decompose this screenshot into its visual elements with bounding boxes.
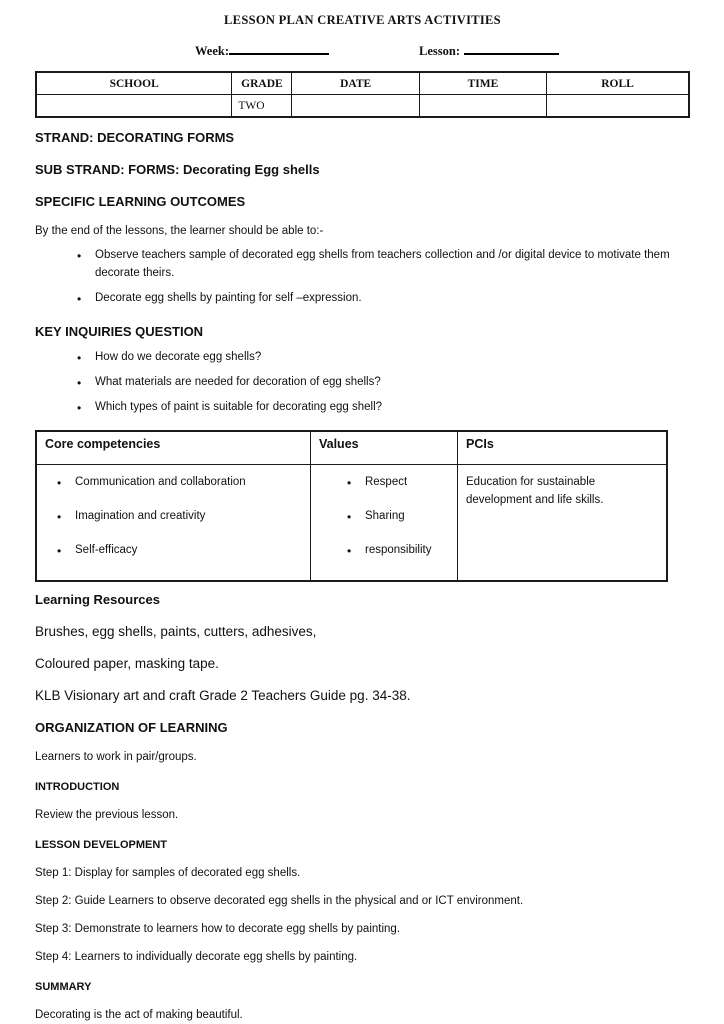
competency-header-values: Values — [310, 431, 457, 465]
lesson-development-heading: LESSON DEVELOPMENT — [35, 839, 168, 852]
resource-line: Coloured paper, masking tape. — [35, 656, 219, 672]
competency-body-row — [36, 464, 667, 581]
introduction-text: Review the previous lesson. — [35, 809, 179, 822]
info-header-school: SCHOOL — [36, 72, 232, 95]
list-item: • How do we decorate egg shells? — [77, 349, 690, 367]
list-item: • responsibility — [347, 542, 449, 560]
values-list — [319, 474, 449, 559]
week-blank-line — [229, 41, 329, 55]
lesson-step: Step 3: Demonstrate to learners how to decorate egg shells by painting. — [35, 923, 401, 936]
lesson-blank-line — [464, 41, 559, 55]
list-item: • Self-efficacy — [57, 542, 302, 560]
week-field — [195, 41, 329, 59]
info-cell-date — [292, 95, 419, 118]
competency-header-pcis: PCIs — [458, 431, 668, 465]
lesson-step: Step 4: Learners to individually decorate egg shells by painting. — [35, 951, 358, 964]
list-item: • Which types of paint is suitable for decorating egg shell? — [77, 399, 690, 417]
introduction-heading: INTRODUCTION — [35, 781, 120, 794]
page-title: LESSON PLAN CREATIVE ARTS ACTIVITIES — [224, 13, 501, 27]
learning-resources-heading: Learning Resources — [35, 592, 160, 608]
list-item: • Communication and collaboration — [57, 474, 302, 492]
lesson-field — [419, 41, 559, 59]
strand-heading: STRAND: DECORATING FORMS — [35, 130, 235, 145]
values-cell — [310, 464, 457, 581]
outcomes-list — [35, 247, 690, 307]
info-header-roll: ROLL — [547, 72, 689, 95]
info-table-header-row — [36, 72, 689, 95]
organization-text: Learners to work in pair/groups. — [35, 751, 197, 764]
resource-line: KLB Visionary art and craft Grade 2 Teachers Guide pg. 34-38. — [35, 688, 411, 704]
sub-strand-heading: SUB STRAND: FORMS: Decorating Egg shells — [35, 162, 320, 177]
info-cell-school — [36, 95, 232, 118]
summary-text: Decorating is the act of making beautiful. — [35, 1009, 243, 1022]
resource-line: Brushes, egg shells, paints, cutters, adhesives, — [35, 624, 317, 640]
info-cell-grade: TWO — [232, 95, 292, 118]
info-table-value-row — [36, 95, 689, 118]
info-table — [35, 71, 690, 118]
list-item: • Imagination and creativity — [57, 508, 302, 526]
list-item: • What materials are needed for decoration of egg shells? — [77, 374, 690, 392]
week-label: Week: — [195, 44, 230, 58]
pcis-cell: Education for sustainable development and life skills. — [458, 464, 668, 581]
competency-header-row — [36, 431, 667, 465]
info-cell-time — [419, 95, 546, 118]
key-inquiries-heading: KEY INQUIRIES QUESTION — [35, 324, 204, 340]
key-inquiries-list — [35, 349, 690, 416]
info-header-date: DATE — [292, 72, 419, 95]
list-item: • Respect — [347, 474, 449, 492]
lesson-step: Step 1: Display for samples of decorated egg shells. — [35, 867, 301, 880]
list-item: • Observe teachers sample of decorated egg shells from teachers collection and /or digital device to motivate them decorate theirs. — [77, 247, 690, 283]
outcomes-heading: SPECIFIC LEARNING OUTCOMES — [35, 194, 246, 209]
core-competencies-cell — [36, 464, 310, 581]
info-header-time: TIME — [419, 72, 546, 95]
info-cell-roll — [547, 95, 689, 118]
outcomes-intro: By the end of the lessons, the learner should be able to:- — [35, 225, 324, 237]
info-header-grade: GRADE — [232, 72, 292, 95]
summary-heading: SUMMARY — [35, 981, 92, 994]
competency-header-core: Core competencies — [36, 431, 310, 465]
lesson-step: Step 2: Guide Learners to observe decorated egg shells in the physical and or ICT environment. — [35, 895, 524, 908]
lesson-label: Lesson: — [419, 44, 461, 58]
list-item: • Sharing — [347, 508, 449, 526]
list-item: • Decorate egg shells by painting for self –expression. — [77, 290, 690, 308]
competency-table — [35, 430, 668, 582]
core-competencies-list — [45, 474, 302, 559]
organization-heading: ORGANIZATION OF LEARNING — [35, 720, 228, 736]
week-lesson-row — [35, 41, 690, 59]
